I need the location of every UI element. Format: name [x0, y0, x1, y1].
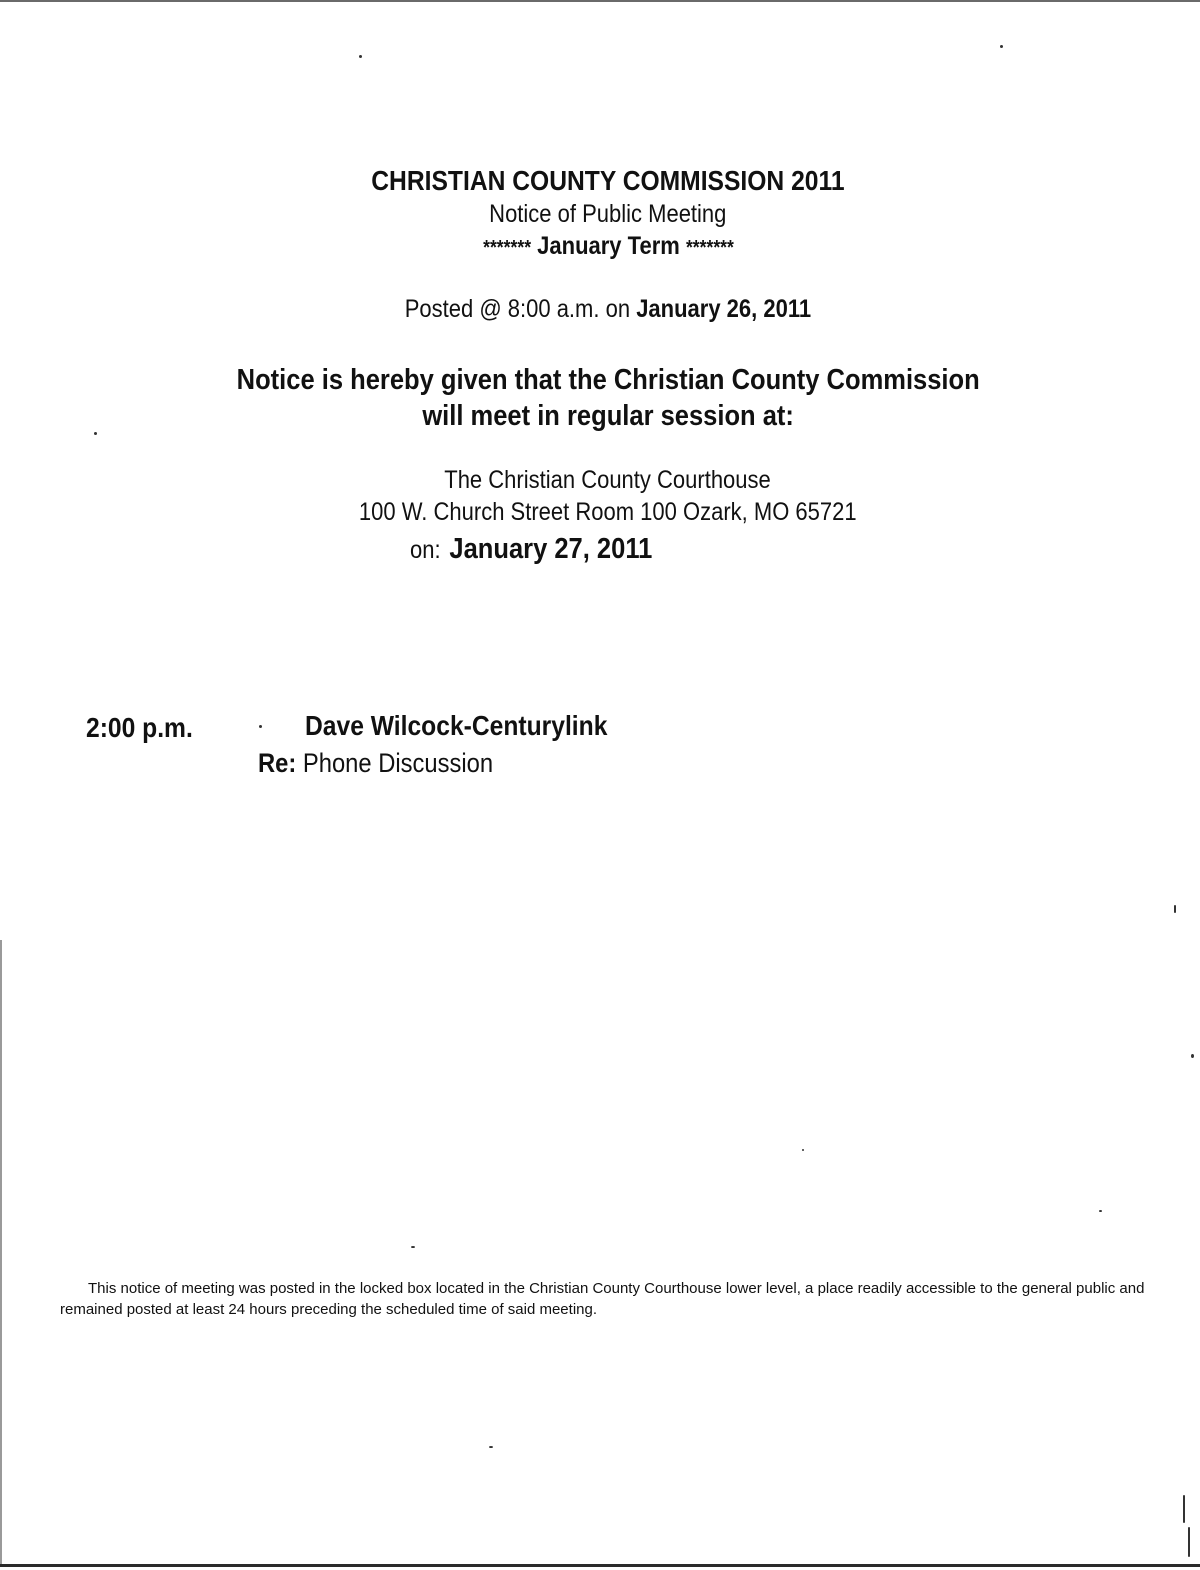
scan-speck — [489, 1446, 493, 1448]
scan-speck — [1183, 1495, 1185, 1523]
scan-speck — [1000, 45, 1003, 48]
posted-prefix: Posted @ 8:00 a.m. on — [404, 295, 631, 323]
meeting-date: January 27, 2011 — [449, 533, 653, 565]
agenda-presenter: Dave Wilcock-Centurylink — [305, 710, 608, 741]
agenda-time: 2:00 p.m. — [86, 712, 193, 743]
location-line-1: The Christian County Courthouse — [444, 466, 772, 494]
term-label: January Term — [536, 232, 680, 260]
posted-date: January 26, 2011 — [636, 295, 812, 323]
scan-speck — [94, 432, 97, 435]
document-title: CHRISTIAN COUNTY COMMISSION 2011 — [371, 165, 845, 196]
scan-speck — [259, 725, 262, 728]
term-stars-left: ******* — [482, 237, 531, 259]
meeting-date-line — [410, 533, 685, 566]
location-line-2: 100 W. Church Street Room 100 Ozark, MO 65721 — [359, 498, 857, 526]
agenda-subject — [258, 748, 525, 779]
scan-speck — [1174, 905, 1176, 913]
scan-speck — [411, 1246, 415, 1248]
term-stars-right: ******* — [685, 237, 734, 259]
document-subtitle: Notice of Public Meeting — [489, 200, 727, 228]
scan-speck — [802, 1149, 804, 1151]
re-text: Phone Discussion — [302, 748, 494, 778]
scan-speck — [359, 55, 362, 58]
page-edge-left — [0, 940, 2, 1564]
scan-speck — [1188, 1527, 1190, 1557]
page-edge-top — [0, 0, 1200, 2]
statement-line-2: will meet in regular session at: — [422, 400, 794, 432]
posted-line — [8, 295, 1200, 324]
statement-line-1: Notice is hereby given that the Christian County Commission — [236, 364, 980, 396]
scan-speck — [1191, 1054, 1194, 1058]
on-label: on: — [410, 536, 441, 564]
posting-statement: This notice of meeting was posted in the locked box located in the Christian County Courthouse lower level, a place readily accessible to the general public and remained posted at least 24 hours preceding the scheduled time of said meeting. — [60, 1280, 1145, 1318]
re-label: Re: — [258, 748, 297, 778]
scan-speck — [1099, 1210, 1102, 1212]
page-edge-bottom — [0, 1564, 1200, 1567]
term-line — [8, 232, 1200, 261]
